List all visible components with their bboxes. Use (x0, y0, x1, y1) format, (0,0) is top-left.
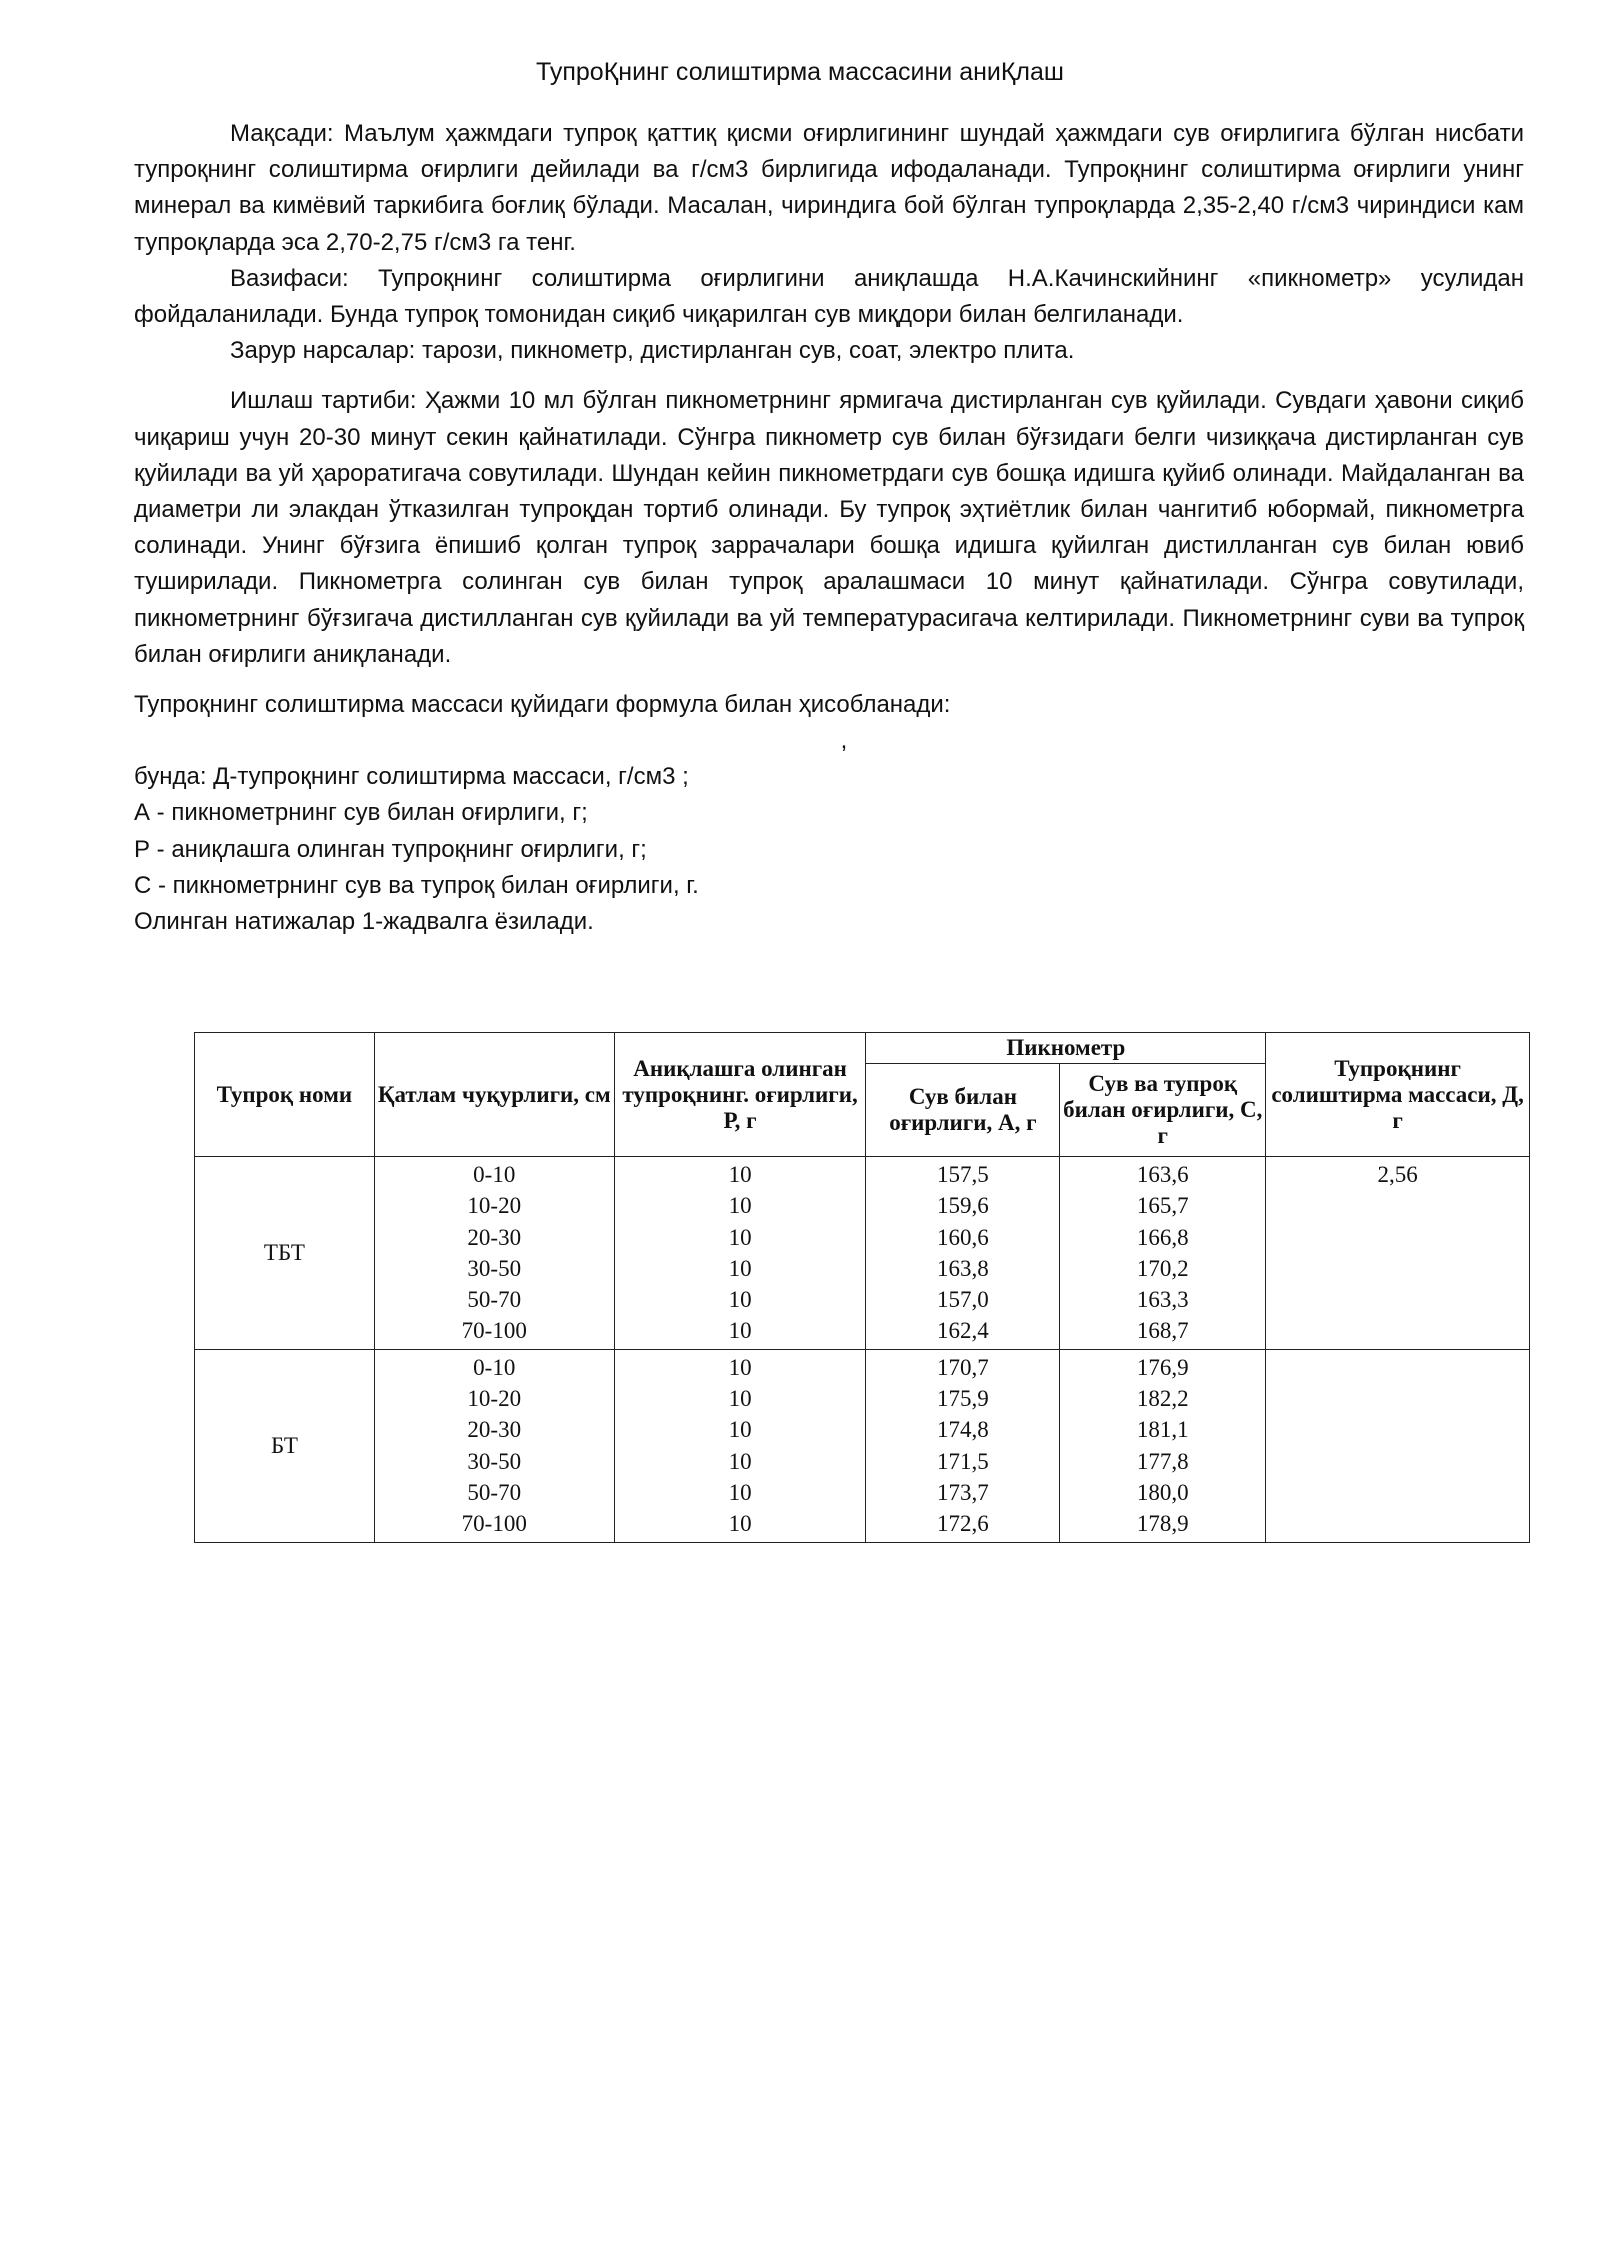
specific-mass-cell: 2,56 (1266, 1157, 1530, 1350)
header-specific-mass: Тупроқнинг солиштирма массаси, Д, г (1266, 1033, 1530, 1157)
table-row (195, 1349, 1530, 1542)
task-paragraph: Вазифаси: Тупроқнинг солиштирма оғирлигини аниқлашда Н.А.Качинскийнинг «пикнометр» усулидан фойдаланилади. Бунда тупроқ томонидан сиқиб чиқарилган сув миқдори билан белгиланади. (134, 264, 1524, 329)
header-soil-name: Тупроқ номи (195, 1033, 375, 1157)
legend-line: С - пикнометрнинг сув ва тупроқ билан оғирлиги, г. (134, 871, 699, 899)
paragraph-gap (134, 673, 1524, 687)
materials-paragraph: Зарур нарсалар: тарози, пикнометр, дистирланган сув, соат, электро плита. (230, 337, 1075, 365)
table-row (195, 1157, 1530, 1350)
weight-water-soil-cell: 163,6 165,7 166,8 170,2 163,3 168,7 (1060, 1157, 1266, 1350)
soil-name-cell: БТ (195, 1349, 375, 1542)
header-layer-depth: Қатлам чуқурлиги, см (374, 1033, 614, 1157)
weight-water-cell: 157,5 159,6 160,6 163,8 157,0 162,4 (866, 1157, 1060, 1350)
procedure-paragraph: Ишлаш тартиби: Ҳажми 10 мл бўлган пикнометрнинг ярмигача дистирланган сув қуйилади. Сувдаги ҳавони сиқиб чиқариш учун 20-30 минут секин қайнатилади. Сўнгра пикнометр сув билан бўғзидаги белги чизиққача дистирланган сув қуйилади ва уй ҳароратигача совутилади. Шундан кейин пикнометрдаги сув бошқа идишга қуйиб олинади. Майдаланган ва диаметри ли элакдан ўтказилган тупроқдан тортиб олинади. Бу тупроқ эҳтиётлик билан чангитиб юбормай, пикнометрга солинади. Унинг бўғзига ёпишиб қолган тупроқ заррачалари бошқа идишга қуйилган дистилланган сув билан ювиб туширилади. Пикнометрга солинган сув билан тупроқ аралашмаси 10 минут қайнатилади. Сўнгра совутилади, пикнометрнинг бўғзигача дистилланган сув қуйилади ва уй температурасигача келтирилади. Пикнометрнинг суви ва тупроқ билан оғирлиги аниқланади. (134, 387, 1524, 668)
table-header-row (195, 1033, 1530, 1064)
weight-water-cell: 170,7 175,9 174,8 171,5 173,7 172,6 (866, 1349, 1060, 1542)
soil-name-cell: ТБТ (195, 1157, 375, 1350)
weight-water-soil-cell: 176,9 182,2 181,1 177,8 180,0 178,9 (1060, 1349, 1266, 1542)
formula-intro: Тупроқнинг солиштирма массаси қуйидаги формула билан ҳисобланади: (134, 691, 951, 719)
specific-mass-cell (1266, 1349, 1530, 1542)
sample-weight-cell: 10 10 10 10 10 10 (614, 1349, 866, 1542)
paragraph-gap (134, 369, 1524, 383)
sample-weight-cell: 10 10 10 10 10 10 (614, 1157, 866, 1350)
formula-placeholder: , (840, 727, 848, 755)
purpose-paragraph: Мақсади: Маълум ҳажмдаги тупроқ қаттиқ қисми оғирлигининг шундай ҳажмдаги сув оғирлигига бўлган нисбати тупроқнинг солиштирма оғирлиги дейилади ва г/см3 бирлигида ифодаланади. Тупроқнинг солиштирма оғирлиги унинг минерал ва кимёвий таркибига боғлиқ бўлади. Масалан, чириндига бой бўлган тупроқларда 2,35-2,40 г/см3 чириндиси кам тупроқларда эса 2,70-2,75 г/см3 га тенг. (134, 120, 1524, 256)
legend-line: А - пикнометрнинг сув билан оғирлиги, г; (134, 799, 588, 827)
results-table (194, 1032, 1530, 1543)
legend-line: бунда: Д-тупроқнинг солиштирма массаси, г/см3 ; (134, 763, 689, 791)
depth-cell: 0-10 10-20 20-30 30-50 50-70 70-100 (374, 1349, 614, 1542)
document-title: ТупроҚнинг солиштирма массасини аниҚлаш (536, 58, 1064, 86)
legend-line: Олинган натижалар 1-жадвалга ёзилади. (134, 908, 594, 936)
header-weight-with-water-soil: Сув ва тупроқ билан оғирлиги, С, г (1060, 1064, 1266, 1157)
depth-cell: 0-10 10-20 20-30 30-50 50-70 70-100 (374, 1157, 614, 1350)
header-sample-weight: Аниқлашга олинган тупроқнинг. оғирлиги, Р, г (614, 1033, 866, 1157)
header-pycnometer: Пикнометр (866, 1033, 1266, 1064)
document-body (134, 116, 1524, 940)
header-weight-with-water: Сув билан оғирлиги, А, г (866, 1064, 1060, 1157)
legend-line: Р - аниқлашга олинган тупроқнинг оғирлиги, г; (134, 835, 647, 863)
